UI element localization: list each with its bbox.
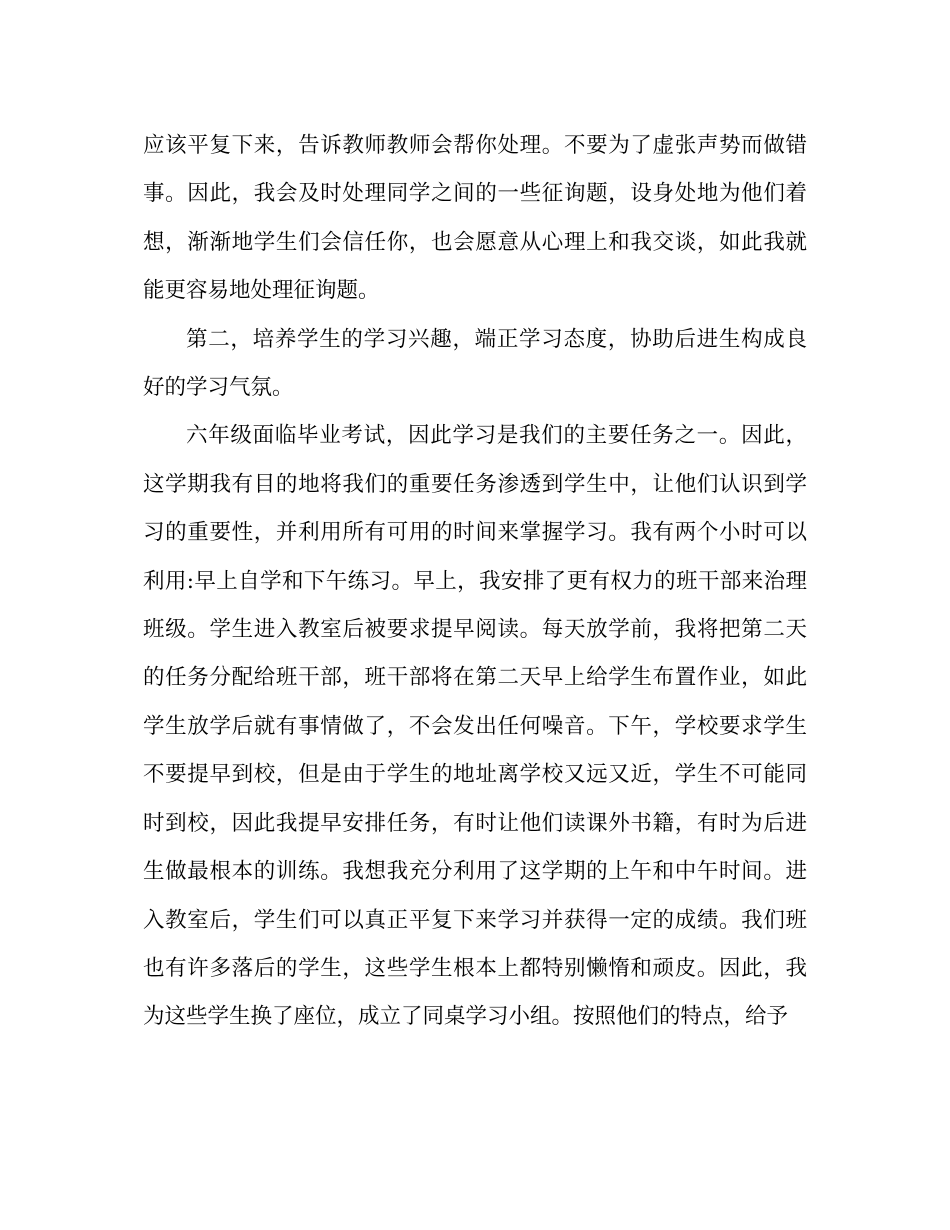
paragraph-grade-six-study: 六年级面临毕业考试，因此学习是我们的主要任务之一。因此，这学期我有目的地将我们的重要任务渗透到学生中，让他们认识到学习的重要性，并利用所有可用的时间来掌握学习。我有两个小时可以利用:早上自学和下午练习。早上，我安排了更有权力的班干部来治理班级。学生进入教室后被要求提早阅读。每天放学前，我将把第二天的任务分配给班干部，班干部将在第二天早上给学生布置作业，如此学生放学后就有事情做了，不会发出任何噪音。下午，学校要求学生不要提早到校，但是由于学生的地址离学校又远又近，学生不可能同时到校，因此我提早安排任务，有时让他们读课外书籍，有时为后进生做最根本的训练。我想我充分利用了这学期的上午和中午时间。进入教室后，学生们可以真正平复下来学习并获得一定的成绩。我们班也有许多落后的学生，这些学生根本上都特别懒惰和顽皮。因此，我为这些学生换了座位，成立了同桌学习小组。按照他们的特点，给予 xyxy=(143,423,807,1030)
document-body xyxy=(143,122,807,1042)
paragraph-second-point: 第二，培养学生的学习兴趣，端正学习态度，协助后进生构成良好的学习气氛。 xyxy=(143,326,807,401)
paragraph-continuation: 应该平复下来，告诉教师教师会帮你处理。不要为了虚张声势而做错事。因此，我会及时处理同学之间的一些征询题，设身处地为他们着想，渐渐地学生们会信任你，也会愿意从心理上和我交谈，如此我就能更容易地处理征询题。 xyxy=(143,133,807,304)
